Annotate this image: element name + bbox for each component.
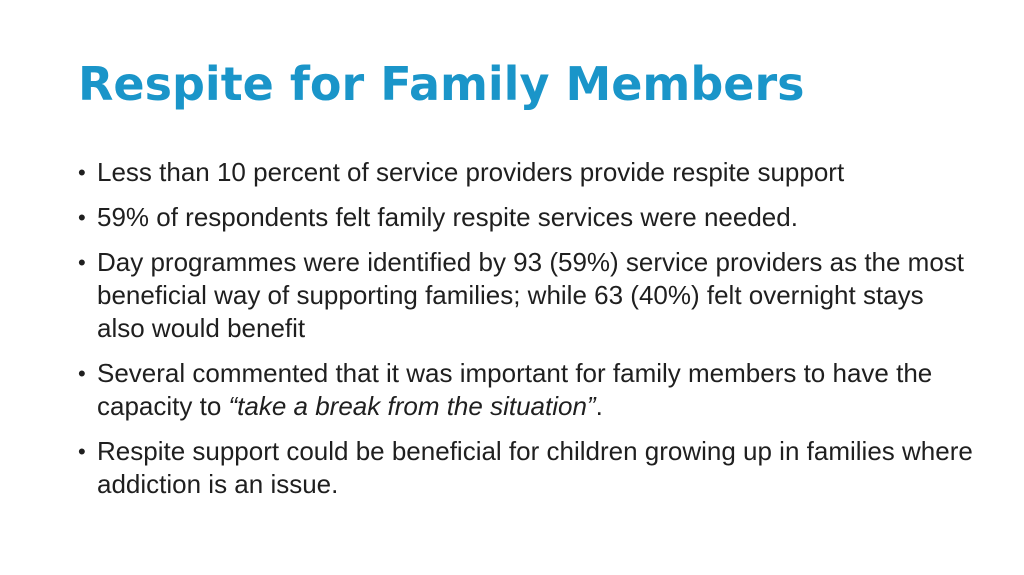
bullet-text xyxy=(97,358,932,421)
bullet-text-lead: Several commented that it was important for family members to have the capacity to xyxy=(97,358,933,421)
bullet-text: Respite support could be beneficial for children growing up in families where addiction is an issue. xyxy=(97,436,973,499)
bullet-point-icon: • xyxy=(78,160,86,185)
bullet-item xyxy=(78,201,978,234)
bullet-item xyxy=(78,357,978,423)
bullet-quote: “take a break from the situation” xyxy=(228,391,596,421)
bullet-point-icon: • xyxy=(78,205,86,230)
bullet-text-tail: . xyxy=(595,391,603,421)
bullet-text: 59% of respondents felt family respite services were needed. xyxy=(97,202,798,232)
bullet-point-icon: • xyxy=(78,439,86,464)
bullet-text: Less than 10 percent of service providers provide respite support xyxy=(97,157,845,187)
bullet-item xyxy=(78,246,978,345)
bullet-point-icon: • xyxy=(78,250,86,275)
bullet-item xyxy=(78,156,978,189)
bullet-point-icon: • xyxy=(78,361,86,386)
bullet-item xyxy=(78,435,978,501)
slide-title: Respite for Family Members xyxy=(78,57,805,111)
bullet-text: Day programmes were identified by 93 (59%) service providers as the most beneficial way of supporting families; while 63 (40%) felt overnight stays also would benefit xyxy=(97,247,965,343)
bullet-list xyxy=(78,156,978,513)
